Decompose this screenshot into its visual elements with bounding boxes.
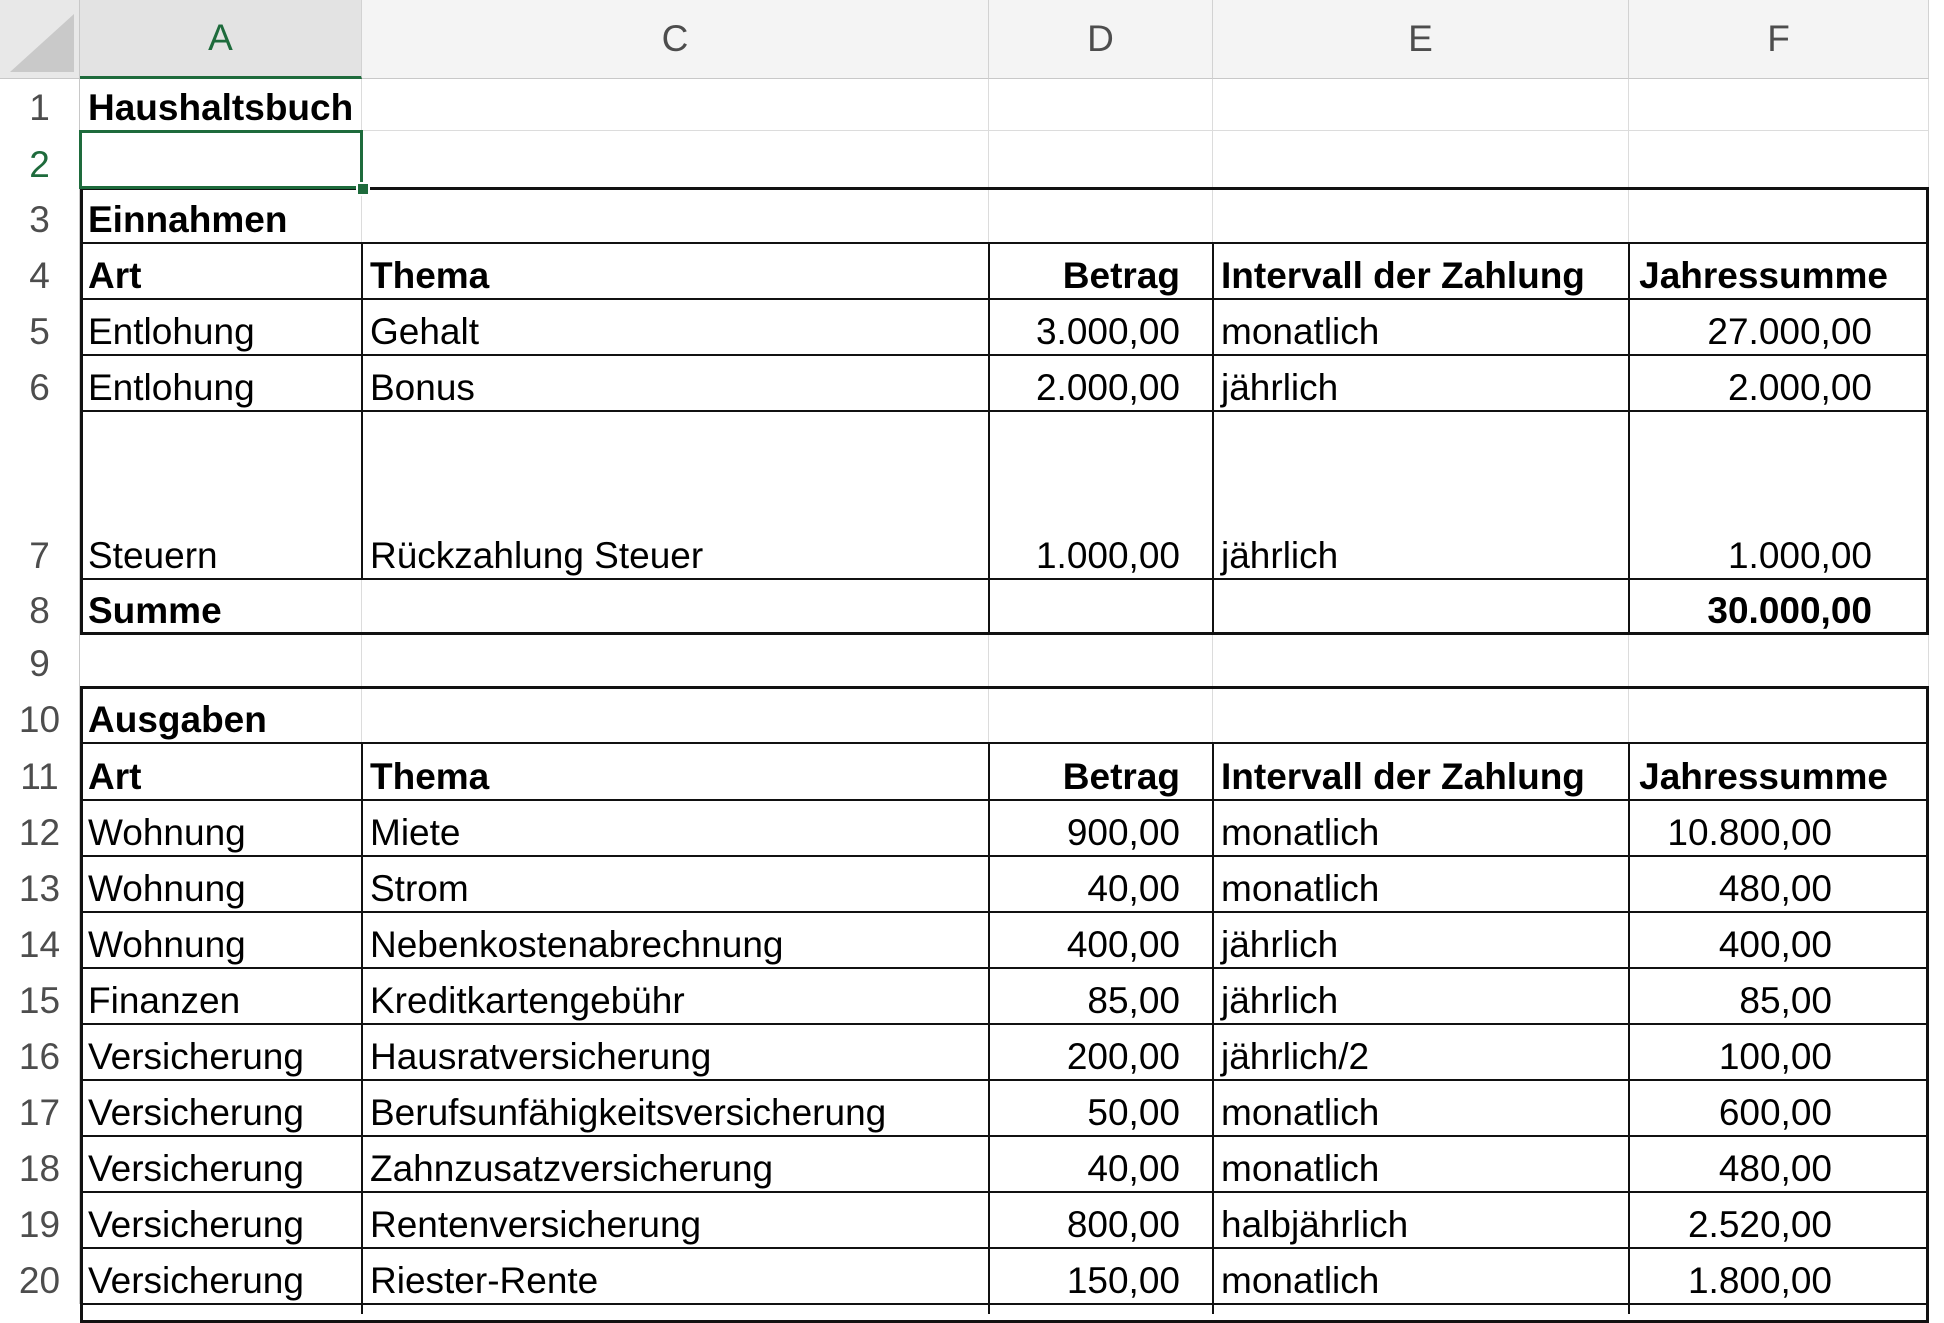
cell-f10[interactable] bbox=[1629, 687, 1929, 743]
row-header-17[interactable]: 17 bbox=[0, 1080, 80, 1136]
cell-c10[interactable] bbox=[362, 687, 989, 743]
cell-c13[interactable]: Strom bbox=[362, 856, 989, 912]
cell-e18[interactable]: monatlich bbox=[1213, 1136, 1629, 1192]
cell-a6[interactable]: Entlohung bbox=[80, 355, 362, 411]
row-header-12[interactable]: 12 bbox=[0, 800, 80, 856]
fill-handle[interactable] bbox=[356, 182, 370, 196]
cell-a15[interactable]: Finanzen bbox=[80, 968, 362, 1024]
cell-c14[interactable]: Nebenkostenabrechnung bbox=[362, 912, 989, 968]
cell-d3[interactable] bbox=[989, 188, 1213, 243]
cell-e13[interactable]: monatlich bbox=[1213, 856, 1629, 912]
row-header-3[interactable]: 3 bbox=[0, 188, 80, 243]
cell-c8[interactable] bbox=[362, 579, 989, 634]
row-header-15[interactable]: 15 bbox=[0, 968, 80, 1024]
cell-f13[interactable]: 480,00 bbox=[1629, 856, 1929, 912]
cell-d15[interactable]: 85,00 bbox=[989, 968, 1213, 1024]
cell-f14[interactable]: 400,00 bbox=[1629, 912, 1929, 968]
column-header-a[interactable]: A bbox=[80, 0, 362, 79]
cell-c12[interactable]: Miete bbox=[362, 800, 989, 856]
row-header-5[interactable]: 5 bbox=[0, 299, 80, 355]
cell-e19[interactable]: halbjährlich bbox=[1213, 1192, 1629, 1248]
select-all-corner[interactable] bbox=[0, 0, 80, 79]
cell-c18[interactable]: Zahnzusatzversicherung bbox=[362, 1136, 989, 1192]
cell-d18[interactable]: 40,00 bbox=[989, 1136, 1213, 1192]
cell-d10[interactable] bbox=[989, 687, 1213, 743]
cell-d7[interactable]: 1.000,00 bbox=[989, 411, 1213, 579]
cell-a9[interactable] bbox=[80, 634, 362, 687]
cell-d19[interactable]: 800,00 bbox=[989, 1192, 1213, 1248]
cell-f17[interactable]: 600,00 bbox=[1629, 1080, 1929, 1136]
cell-f7[interactable]: 1.000,00 bbox=[1629, 411, 1929, 579]
cell-f11[interactable]: Jahressumme bbox=[1629, 743, 1929, 800]
cell-d2[interactable] bbox=[989, 131, 1213, 188]
cell-e10[interactable] bbox=[1213, 687, 1629, 743]
cell-f4[interactable]: Jahressumme bbox=[1629, 243, 1929, 299]
cell-c19[interactable]: Rentenversicherung bbox=[362, 1192, 989, 1248]
cell-e2[interactable] bbox=[1213, 131, 1629, 188]
cell-c1[interactable] bbox=[362, 79, 989, 131]
cell-a8[interactable]: Summe bbox=[80, 579, 362, 634]
cell-f16[interactable]: 100,00 bbox=[1629, 1024, 1929, 1080]
cell-e12[interactable]: monatlich bbox=[1213, 800, 1629, 856]
cell-c3[interactable] bbox=[362, 188, 989, 243]
row-header-9[interactable]: 9 bbox=[0, 634, 80, 687]
cell-f6[interactable]: 2.000,00 bbox=[1629, 355, 1929, 411]
cell-c11[interactable]: Thema bbox=[362, 743, 989, 800]
column-header-e[interactable]: E bbox=[1213, 0, 1629, 79]
cell-d16[interactable]: 200,00 bbox=[989, 1024, 1213, 1080]
row-header-2[interactable]: 2 bbox=[0, 131, 80, 188]
cell-d17[interactable]: 50,00 bbox=[989, 1080, 1213, 1136]
cell-d6[interactable]: 2.000,00 bbox=[989, 355, 1213, 411]
cell-a2[interactable] bbox=[80, 131, 362, 188]
row-header-6[interactable]: 6 bbox=[0, 355, 80, 411]
cell-e8[interactable] bbox=[1213, 579, 1629, 634]
cell-c17[interactable]: Berufsunfähigkeitsversicherung bbox=[362, 1080, 989, 1136]
cell-c6[interactable]: Bonus bbox=[362, 355, 989, 411]
column-header-c[interactable]: C bbox=[362, 0, 989, 79]
cell-a18[interactable]: Versicherung bbox=[80, 1136, 362, 1192]
row-header-7[interactable]: 7 bbox=[0, 411, 80, 579]
cell-c5[interactable]: Gehalt bbox=[362, 299, 989, 355]
cell-d14[interactable]: 400,00 bbox=[989, 912, 1213, 968]
cell-a13[interactable]: Wohnung bbox=[80, 856, 362, 912]
cell-d8[interactable] bbox=[989, 579, 1213, 634]
cell-e7[interactable]: jährlich bbox=[1213, 411, 1629, 579]
cell-a7[interactable]: Steuern bbox=[80, 411, 362, 579]
cell-a14[interactable]: Wohnung bbox=[80, 912, 362, 968]
cell-a1[interactable]: Haushaltsbuch bbox=[80, 79, 362, 131]
cell-a3[interactable]: Einnahmen bbox=[80, 188, 362, 243]
cell-a20[interactable]: Versicherung bbox=[80, 1248, 362, 1304]
row-header-16[interactable]: 16 bbox=[0, 1024, 80, 1080]
cell-e20[interactable]: monatlich bbox=[1213, 1248, 1629, 1304]
cell-e4[interactable]: Intervall der Zahlung bbox=[1213, 243, 1629, 299]
cell-c16[interactable]: Hausratversicherung bbox=[362, 1024, 989, 1080]
cell-a10[interactable]: Ausgaben bbox=[80, 687, 362, 743]
cell-a19[interactable]: Versicherung bbox=[80, 1192, 362, 1248]
cell-e17[interactable]: monatlich bbox=[1213, 1080, 1629, 1136]
cell-c15[interactable]: Kreditkartengebühr bbox=[362, 968, 989, 1024]
row-header-8[interactable]: 8 bbox=[0, 579, 80, 634]
row-header-1[interactable]: 1 bbox=[0, 79, 80, 131]
cell-a11[interactable]: Art bbox=[80, 743, 362, 800]
cell-d5[interactable]: 3.000,00 bbox=[989, 299, 1213, 355]
cell-d12[interactable]: 900,00 bbox=[989, 800, 1213, 856]
column-header-f[interactable]: F bbox=[1629, 0, 1929, 79]
cell-f3[interactable] bbox=[1629, 188, 1929, 243]
cell-f15[interactable]: 85,00 bbox=[1629, 968, 1929, 1024]
cell-e15[interactable]: jährlich bbox=[1213, 968, 1629, 1024]
column-header-d[interactable]: D bbox=[989, 0, 1213, 79]
cell-c7[interactable]: Rückzahlung Steuer bbox=[362, 411, 989, 579]
cell-e3[interactable] bbox=[1213, 188, 1629, 243]
cell-f19[interactable]: 2.520,00 bbox=[1629, 1192, 1929, 1248]
cell-e1[interactable] bbox=[1213, 79, 1629, 131]
row-header-14[interactable]: 14 bbox=[0, 912, 80, 968]
cell-c9[interactable] bbox=[362, 634, 989, 687]
cell-f8[interactable]: 30.000,00 bbox=[1629, 579, 1929, 634]
cell-f12[interactable]: 10.800,00 bbox=[1629, 800, 1929, 856]
cell-f20[interactable]: 1.800,00 bbox=[1629, 1248, 1929, 1304]
cell-c2[interactable] bbox=[362, 131, 989, 188]
cell-d11[interactable]: Betrag bbox=[989, 743, 1213, 800]
cell-c20[interactable]: Riester-Rente bbox=[362, 1248, 989, 1304]
row-header-13[interactable]: 13 bbox=[0, 856, 80, 912]
cell-a5[interactable]: Entlohung bbox=[80, 299, 362, 355]
select-all-triangle-icon bbox=[10, 14, 74, 72]
cell-e16[interactable]: jährlich/2 bbox=[1213, 1024, 1629, 1080]
cell-f18[interactable]: 480,00 bbox=[1629, 1136, 1929, 1192]
row-header-19[interactable]: 19 bbox=[0, 1192, 80, 1248]
cell-f2[interactable] bbox=[1629, 131, 1929, 188]
cell-c4[interactable]: Thema bbox=[362, 243, 989, 299]
cell-d4[interactable]: Betrag bbox=[989, 243, 1213, 299]
row-header-4[interactable]: 4 bbox=[0, 243, 80, 299]
cell-a17[interactable]: Versicherung bbox=[80, 1080, 362, 1136]
cell-e11[interactable]: Intervall der Zahlung bbox=[1213, 743, 1629, 800]
cell-f1[interactable] bbox=[1629, 79, 1929, 131]
cell-a4[interactable]: Art bbox=[80, 243, 362, 299]
row-header-10[interactable]: 10 bbox=[0, 687, 80, 743]
cell-d13[interactable]: 40,00 bbox=[989, 856, 1213, 912]
cell-a16[interactable]: Versicherung bbox=[80, 1024, 362, 1080]
cell-a12[interactable]: Wohnung bbox=[80, 800, 362, 856]
cell-e9[interactable] bbox=[1213, 634, 1629, 687]
row-header-20[interactable]: 20 bbox=[0, 1248, 80, 1304]
cell-d1[interactable] bbox=[989, 79, 1213, 131]
cell-e14[interactable]: jährlich bbox=[1213, 912, 1629, 968]
cell-f5[interactable]: 27.000,00 bbox=[1629, 299, 1929, 355]
row-header-11[interactable]: 11 bbox=[0, 743, 80, 800]
cell-f9[interactable] bbox=[1629, 634, 1929, 687]
cell-e5[interactable]: monatlich bbox=[1213, 299, 1629, 355]
cell-d9[interactable] bbox=[989, 634, 1213, 687]
cell-e6[interactable]: jährlich bbox=[1213, 355, 1629, 411]
cell-d20[interactable]: 150,00 bbox=[989, 1248, 1213, 1304]
row-header-18[interactable]: 18 bbox=[0, 1136, 80, 1192]
